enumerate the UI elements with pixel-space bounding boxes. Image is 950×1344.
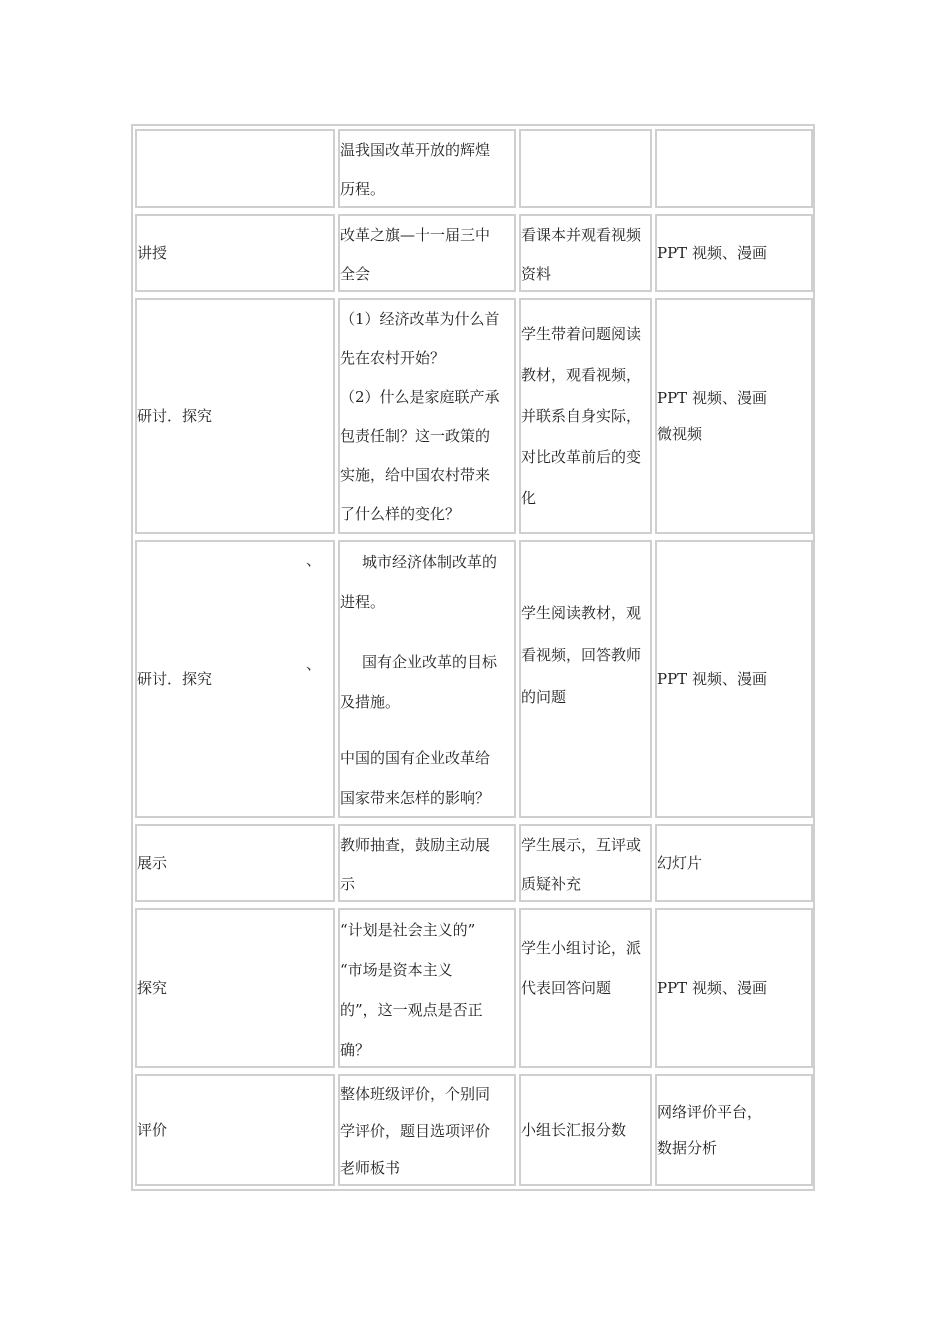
cell-text: PPT 视频、漫画 bbox=[657, 978, 767, 997]
cell-text: 学生展示，互评或 bbox=[521, 836, 642, 854]
cell-text: 确？ bbox=[340, 1041, 371, 1059]
stage-label: 评价 bbox=[137, 1120, 168, 1139]
stage-cell bbox=[135, 908, 335, 1068]
cell-text: 的问题 bbox=[521, 688, 567, 706]
media-cell bbox=[655, 1074, 813, 1186]
cell-text: 看视频，回答教师 bbox=[521, 646, 642, 664]
media-cell bbox=[655, 908, 813, 1068]
stage-label: 探究 bbox=[137, 978, 168, 997]
media-cell bbox=[655, 298, 813, 534]
lesson-plan-table bbox=[131, 124, 815, 1191]
cell-text: 温我国改革开放的辉煌 bbox=[340, 141, 491, 159]
cell-text: 化 bbox=[521, 488, 537, 507]
cell-text: PPT 视频、漫画 bbox=[657, 669, 767, 688]
stage-label: 讲授 bbox=[137, 243, 168, 262]
cell-text: 学生小组讨论，派 bbox=[521, 939, 642, 957]
stage-cell bbox=[135, 540, 335, 818]
student-cell bbox=[519, 214, 652, 292]
cell-text: （1）经济改革为什么首 bbox=[340, 310, 500, 328]
cell-text: 国有企业改革的目标 bbox=[362, 653, 498, 671]
cell-text: PPT 视频、漫画 bbox=[657, 389, 767, 407]
cell-text: 历程。 bbox=[340, 180, 386, 198]
student-cell bbox=[519, 540, 652, 818]
cell-text: 幻灯片 bbox=[657, 853, 703, 872]
student-cell bbox=[519, 908, 652, 1068]
cell-text: 小组长汇报分数 bbox=[521, 1120, 627, 1139]
cell-text: 学生阅读教材，观 bbox=[521, 604, 642, 622]
cell-text: 整体班级评价，个别同 bbox=[340, 1085, 491, 1103]
cell-text: 全会 bbox=[340, 265, 371, 283]
cell-text: （2）什么是家庭联产承 bbox=[340, 388, 500, 406]
cell-text: 微视频 bbox=[657, 425, 703, 443]
stage-cell bbox=[135, 214, 335, 292]
cell-text: 代表回答问题 bbox=[521, 979, 612, 997]
cell-text: 示 bbox=[340, 875, 356, 893]
media-cell bbox=[655, 824, 813, 902]
cell-text: 资料 bbox=[521, 265, 552, 283]
content-cell bbox=[338, 540, 516, 818]
cell-text: 国家带来怎样的影响？ bbox=[340, 789, 491, 807]
student-cell bbox=[519, 1074, 652, 1186]
content-cell bbox=[338, 908, 516, 1068]
cell-text: 学评价，题目选项评价 bbox=[340, 1122, 491, 1140]
cell-text: 的”，这一观点是否正 bbox=[340, 1001, 483, 1019]
cell-text: 学生带着问题阅读 bbox=[521, 324, 642, 343]
student-cell bbox=[519, 824, 652, 902]
cell-text: 了什么样的变化？ bbox=[340, 505, 461, 523]
cell-text: 先在农村开始？ bbox=[340, 349, 446, 367]
stage-label: 研讨．探究 bbox=[137, 406, 213, 425]
stage-label: 展示 bbox=[137, 853, 168, 872]
cell-text: “市场是资本主义 bbox=[340, 961, 453, 979]
stage-cell bbox=[135, 1074, 335, 1186]
student-cell bbox=[519, 298, 652, 534]
table-row bbox=[135, 821, 811, 905]
cell-text: 网络评价平台， bbox=[657, 1103, 763, 1121]
media-cell bbox=[655, 540, 813, 818]
stage-label: 研讨．探究 bbox=[137, 669, 213, 688]
cell-text: 并联系自身实际， bbox=[521, 406, 642, 425]
cell-text: 及措施。 bbox=[340, 693, 401, 711]
table-row bbox=[135, 126, 811, 211]
content-cell bbox=[338, 824, 516, 902]
table-row bbox=[135, 1071, 811, 1189]
media-cell bbox=[655, 214, 813, 292]
table-row bbox=[135, 211, 811, 295]
content-cell bbox=[338, 214, 516, 292]
cell-text: PPT 视频、漫画 bbox=[657, 243, 767, 262]
cell-text: 城市经济体制改革的 bbox=[362, 553, 498, 571]
cell-text: 实施，给中国农村带来 bbox=[340, 466, 491, 484]
cell-text: 教材，观看视频， bbox=[521, 365, 642, 384]
stage-cell bbox=[135, 129, 335, 208]
student-cell bbox=[519, 129, 652, 208]
stage-cell bbox=[135, 298, 335, 534]
content-cell bbox=[338, 129, 516, 208]
stage-cell bbox=[135, 824, 335, 902]
list-mark: 、 bbox=[305, 551, 321, 569]
cell-text: 质疑补充 bbox=[521, 875, 582, 893]
table-row bbox=[135, 295, 811, 537]
table-row bbox=[135, 537, 811, 821]
list-mark: 、 bbox=[305, 655, 321, 673]
table-row bbox=[135, 905, 811, 1071]
cell-text: 对比改革前后的变 bbox=[521, 447, 642, 466]
content-cell bbox=[338, 298, 516, 534]
media-cell bbox=[655, 129, 813, 208]
cell-text: 看课本并观看视频 bbox=[521, 226, 642, 244]
cell-text: “计划是社会主义的” bbox=[340, 921, 476, 939]
cell-text: 中国的国有企业改革给 bbox=[340, 749, 491, 767]
cell-text: 包责任制？这一政策的 bbox=[340, 427, 491, 445]
cell-text: 数据分析 bbox=[657, 1139, 718, 1157]
cell-text: 教师抽查，鼓励主动展 bbox=[340, 836, 491, 854]
content-cell bbox=[338, 1074, 516, 1186]
cell-text: 改革之旗—十一届三中 bbox=[340, 226, 491, 244]
cell-text: 进程。 bbox=[340, 593, 386, 611]
cell-text: 老师板书 bbox=[340, 1159, 401, 1177]
